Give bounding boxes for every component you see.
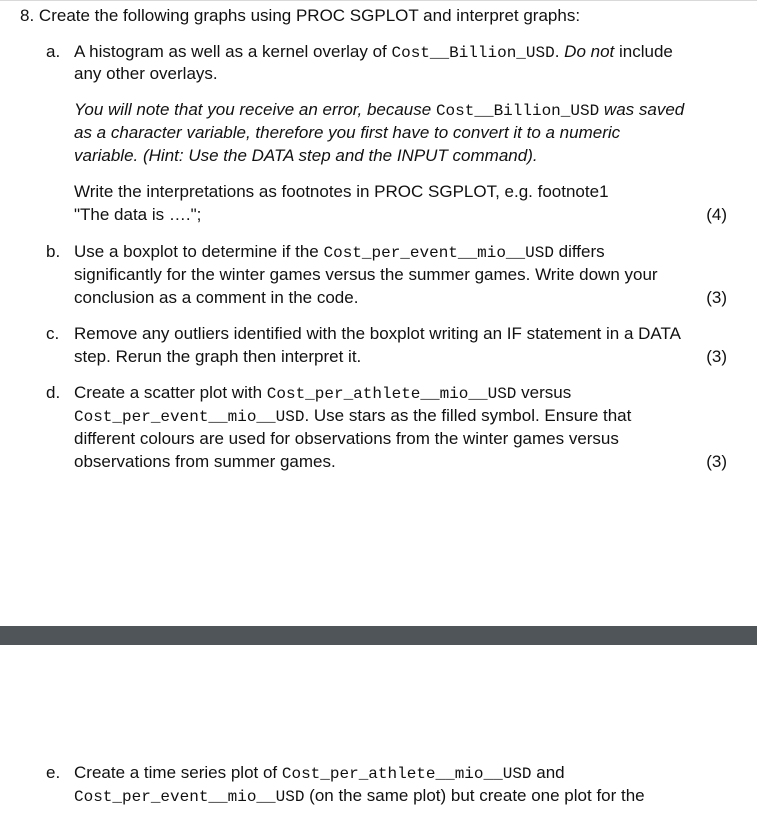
part-a-footnote-line-2: "The data is …."; bbox=[74, 205, 202, 224]
part-d-line-4: observations from summer games. bbox=[74, 452, 336, 471]
part-b-label: b. bbox=[46, 242, 61, 261]
part-b-marks: (3) bbox=[706, 288, 727, 307]
part-d-line-1: Create a scatter plot with Cost_per_athlete__mio__USD versus bbox=[74, 383, 572, 403]
variable-cost-per-athlete: Cost_per_athlete__mio__USD bbox=[281, 765, 532, 783]
part-d-line-2: Cost_per_event__mio__USD. Use stars as the filled symbol. Ensure that bbox=[74, 406, 632, 426]
part-a-line-1: A histogram as well as a kernel overlay of Cost__Billion_USD. Do not include bbox=[74, 42, 673, 62]
part-b-line-2: significantly for the winter games versus the summer games. Write down your bbox=[74, 265, 658, 284]
part-a-note-line-3: variable. (Hint: Use the DATA step and the INPUT command). bbox=[74, 146, 538, 165]
part-b-line-1: Use a boxplot to determine if the Cost_per_event__mio__USD differs bbox=[74, 242, 605, 262]
part-b-line-3: conclusion as a comment in the code. bbox=[74, 288, 359, 307]
variable-cost-per-event: Cost_per_event__mio__USD bbox=[74, 408, 305, 426]
part-a-note-line-2: as a character variable, therefore you first have to convert it to a numeric bbox=[74, 123, 621, 142]
part-a-label: a. bbox=[46, 42, 61, 61]
part-c-line-1: Remove any outliers identified with the boxplot writing an IF statement in a DATA bbox=[74, 324, 681, 343]
question-number: 8. bbox=[20, 6, 35, 25]
part-e-line-2: Cost_per_event__mio__USD (on the same plot) but create one plot for the bbox=[74, 786, 645, 806]
question-heading bbox=[20, 5, 580, 27]
part-d-line-3: different colours are used for observations from the winter games versus bbox=[74, 429, 619, 448]
variable-cost-billion: Cost__Billion_USD bbox=[391, 44, 555, 62]
part-c-marks: (3) bbox=[706, 347, 727, 366]
part-c-label: c. bbox=[46, 324, 60, 343]
part-c-line-2: step. Rerun the graph then interpret it. bbox=[74, 347, 362, 366]
part-d-marks: (3) bbox=[706, 452, 727, 471]
part-a-footnote-line-1: Write the interpretations as footnotes in PROC SGPLOT, e.g. footnote1 bbox=[74, 182, 609, 201]
part-e-line-1: Create a time series plot of Cost_per_athlete__mio__USD and bbox=[74, 763, 565, 783]
document-page-2 bbox=[0, 645, 757, 813]
part-d-label: d. bbox=[46, 383, 61, 402]
part-a-marks: (4) bbox=[706, 205, 727, 224]
variable-cost-per-athlete: Cost_per_athlete__mio__USD bbox=[266, 385, 517, 403]
variable-cost-per-event: Cost_per_event__mio__USD bbox=[74, 788, 305, 806]
part-e-label: e. bbox=[46, 763, 61, 782]
question-text: Create the following graphs using PROC SGPLOT and interpret graphs: bbox=[38, 6, 581, 25]
variable-cost-per-event: Cost_per_event__mio__USD bbox=[323, 244, 554, 262]
part-a-note-line-1: You will note that you receive an error, because Cost__Billion_USD was saved bbox=[74, 100, 685, 120]
page-separator bbox=[0, 626, 757, 645]
part-a-line-2: any other overlays. bbox=[74, 64, 218, 83]
variable-cost-billion: Cost__Billion_USD bbox=[435, 102, 600, 120]
